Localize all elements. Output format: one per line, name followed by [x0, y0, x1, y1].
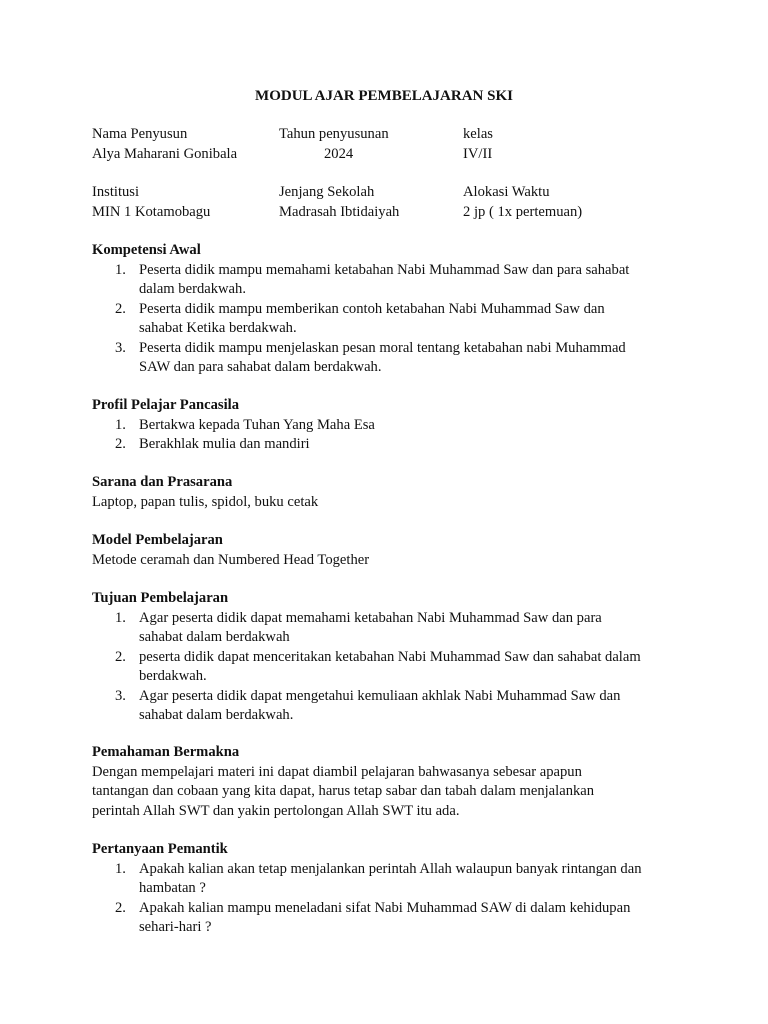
list-text-line: berdakwah.	[139, 668, 207, 684]
kompetensi-list	[92, 261, 682, 378]
section-heading: Tujuan Pembelajaran	[92, 590, 229, 606]
year-value: 2024	[324, 146, 354, 162]
school-level-value: Madrasah Ibtidaiyah	[279, 204, 400, 220]
list-text-line: Agar peserta didik dapat memahami ketabahan Nabi Muhammad Saw dan para	[139, 609, 602, 626]
class-value: IV/II	[463, 146, 493, 162]
list-item	[92, 899, 682, 938]
paragraph-line: Dengan mempelajari materi ini dapat diambil pelajaran bahwasanya sebesar apapun	[92, 763, 582, 780]
list-text-line: Bertakwa kepada Tuhan Yang Maha Esa	[139, 416, 375, 433]
section-text: Laptop, papan tulis, spidol, buku cetak	[92, 493, 319, 510]
list-text-line: Peserta didik mampu menjelaskan pesan moral tentang ketabahan nabi Muhammad	[139, 339, 626, 356]
list-text-line: Peserta didik mampu memberikan contoh ketabahan Nabi Muhammad Saw dan	[139, 300, 605, 317]
school-level-label: Jenjang Sekolah	[279, 184, 375, 200]
list-number: 3.	[115, 339, 126, 356]
list-item	[92, 261, 682, 300]
pertanyaan-list	[92, 860, 682, 938]
list-number: 2.	[115, 899, 126, 916]
list-item	[92, 416, 682, 436]
document-title: MODUL AJAR PEMBELAJARAN SKI	[255, 88, 513, 104]
list-item	[92, 300, 682, 339]
section-text	[92, 763, 682, 822]
author-value: Alya Maharani Gonibala	[92, 146, 238, 162]
list-number: 2.	[115, 300, 126, 317]
info-block-institution	[92, 183, 692, 223]
list-number: 2.	[115, 436, 126, 452]
info-values-row	[92, 145, 692, 165]
list-number: 3.	[115, 687, 126, 704]
author-label: Nama Penyusun	[92, 126, 188, 142]
list-text-line: Agar peserta didik dapat mengetahui kemuliaan akhlak Nabi Muhammad Saw dan	[139, 687, 621, 704]
section-pemahaman	[92, 743, 682, 821]
section-heading: Kompetensi Awal	[92, 242, 201, 258]
profil-list	[92, 416, 682, 455]
list-text-line: sahabat dalam berdakwah.	[139, 707, 294, 723]
list-text-line: Apakah kalian mampu meneladani sifat Nabi Muhammad SAW di dalam kehidupan	[139, 899, 631, 916]
section-text: Metode ceramah dan Numbered Head Together	[92, 551, 370, 568]
list-text-line: peserta didik dapat menceritakan ketabahan Nabi Muhammad Saw dan sahabat dalam	[139, 648, 641, 665]
list-number: 1.	[115, 609, 126, 626]
list-number: 1.	[115, 261, 126, 278]
section-tujuan	[92, 589, 682, 726]
list-text-line: sahabat dalam berdakwah	[139, 629, 290, 645]
list-item	[92, 609, 682, 648]
list-item	[92, 860, 682, 899]
list-text-line: dalam berdakwah.	[139, 281, 246, 297]
list-item	[92, 687, 682, 726]
time-allocation-value: 2 jp ( 1x pertemuan)	[463, 204, 583, 220]
list-number: 2.	[115, 648, 126, 665]
section-pertanyaan	[92, 840, 682, 938]
list-text-line: hambatan ?	[139, 880, 206, 896]
info-labels-row	[92, 183, 692, 203]
info-labels-row	[92, 125, 692, 145]
list-text-line: sehari-hari ?	[139, 919, 212, 935]
info-values-row	[92, 203, 692, 223]
tujuan-list	[92, 609, 682, 726]
class-label: kelas	[463, 126, 493, 142]
section-profil-pelajar	[92, 396, 682, 455]
paragraph-line: tantangan dan cobaan yang kita dapat, harus tetap sabar dan tabah dalam menjalankan	[92, 783, 595, 799]
list-text-line: Berakhlak mulia dan mandiri	[139, 436, 310, 452]
section-heading: Model Pembelajaran	[92, 532, 223, 548]
section-heading: Pertanyaan Pemantik	[92, 841, 228, 857]
list-number: 1.	[115, 860, 126, 877]
section-heading: Pemahaman Bermakna	[92, 744, 240, 760]
section-kompetensi-awal	[92, 241, 682, 378]
section-heading: Profil Pelajar Pancasila	[92, 397, 239, 413]
paragraph-line: perintah Allah SWT dan yakin pertolongan Allah SWT itu ada.	[92, 802, 460, 819]
section-heading: Sarana dan Prasarana	[92, 474, 233, 490]
info-block-author	[92, 125, 692, 165]
list-text-line: Peserta didik mampu memahami ketabahan Nabi Muhammad Saw dan para sahabat	[139, 261, 630, 278]
section-sarana	[92, 473, 682, 512]
year-label: Tahun penyusunan	[279, 126, 389, 142]
institution-label: Institusi	[92, 184, 140, 200]
list-item	[92, 435, 682, 455]
list-text-line: sahabat Ketika berdakwah.	[139, 320, 297, 336]
institution-value: MIN 1 Kotamobagu	[92, 204, 211, 220]
list-number: 1.	[115, 416, 126, 433]
time-allocation-label: Alokasi Waktu	[463, 184, 550, 200]
list-text-line: SAW dan para sahabat dalam berdakwah.	[139, 359, 382, 375]
list-item	[92, 648, 682, 687]
list-text-line: Apakah kalian akan tetap menjalankan perintah Allah walaupun banyak rintangan dan	[139, 860, 642, 877]
list-item	[92, 339, 682, 378]
section-model	[92, 531, 682, 570]
